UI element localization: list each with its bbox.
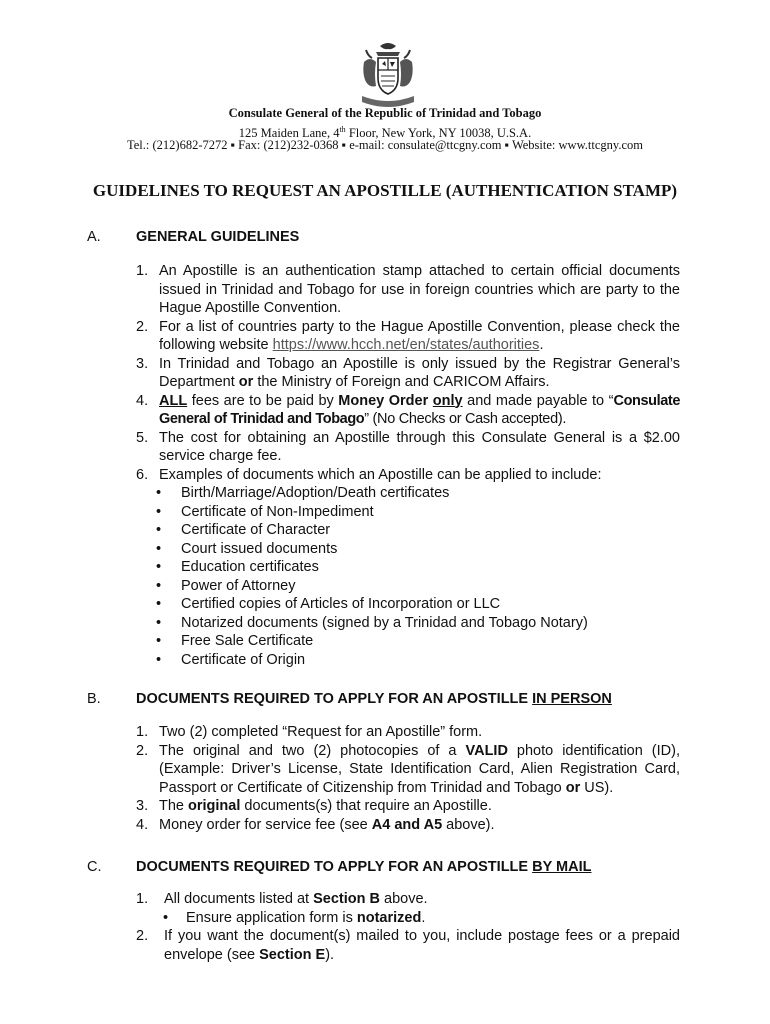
page-title: GUIDELINES TO REQUEST AN APOSTILLE (AUTHENTICATION STAMP) bbox=[92, 181, 678, 200]
section-b-title bbox=[136, 691, 612, 707]
list-item bbox=[136, 466, 680, 485]
item-valid: VALID bbox=[465, 742, 508, 759]
item-text: The original and two (2) photocopies of a bbox=[159, 742, 466, 759]
address-text-rest: Floor, New York, NY 10038, U.S.A. bbox=[345, 126, 532, 141]
example-text: Court issued documents bbox=[181, 540, 338, 557]
item-or: or bbox=[565, 779, 581, 796]
list-item bbox=[136, 816, 680, 835]
item-number: 2. bbox=[136, 742, 149, 759]
item-text-mid: and made payable to “ bbox=[462, 392, 614, 409]
address-superscript: th bbox=[339, 125, 346, 134]
item-text: An Apostille is an authentication stamp attached to certain official documents issued in Trinidad and Tobago for use in foreign countries which are party to the Hague Apostille Convention. bbox=[159, 263, 680, 316]
list-item bbox=[136, 355, 680, 392]
example-item bbox=[136, 651, 680, 670]
section-a-title: GENERAL GUIDELINES bbox=[136, 229, 300, 245]
section-c-letter: C. bbox=[87, 859, 102, 875]
item-ref: Section E bbox=[259, 946, 326, 963]
bullet-icon: • bbox=[156, 540, 162, 557]
example-text: Birth/Marriage/Adoption/Death certificates bbox=[181, 485, 450, 501]
bullet-icon: • bbox=[156, 559, 162, 575]
list-item bbox=[136, 318, 680, 355]
item-number: 4. bbox=[136, 816, 149, 833]
item-text-end: the Ministry of Foreign and CARICOM Affairs. bbox=[253, 374, 550, 390]
item-text-end: ). bbox=[325, 946, 335, 963]
item-number: 1. bbox=[136, 891, 149, 907]
example-item bbox=[136, 632, 680, 651]
item-number: 1. bbox=[136, 724, 149, 740]
address-text: 125 Maiden Lane, 4 bbox=[238, 126, 340, 141]
item-text-end: above. bbox=[379, 891, 428, 907]
bullet-icon: • bbox=[156, 503, 162, 520]
item-number: 3. bbox=[136, 798, 149, 814]
item-number: 2. bbox=[136, 318, 149, 335]
item-text: All documents listed at bbox=[164, 891, 314, 907]
example-item bbox=[136, 595, 680, 614]
bullet-icon: • bbox=[156, 577, 162, 594]
item-ref: Section B bbox=[313, 891, 380, 907]
item-only: only bbox=[432, 392, 463, 409]
item-money-order: Money Order bbox=[338, 392, 429, 409]
item-number: 2. bbox=[136, 928, 149, 944]
item-number: 3. bbox=[136, 355, 149, 372]
example-text: Free Sale Certificate bbox=[181, 633, 314, 649]
consulate-contact: Tel.: (212)682-7272 ▪ Fax: (212)232-0368 ▪ e-mail: consulate@ttcgny.com ▪ Website: www.ttcgny.com bbox=[127, 138, 643, 152]
example-item bbox=[136, 540, 680, 559]
item-text-end: . bbox=[539, 337, 544, 353]
item-text: The bbox=[159, 798, 189, 814]
example-text: Certificate of Character bbox=[181, 522, 331, 538]
item-all: ALL bbox=[159, 392, 188, 409]
consulate-name: Consulate General of the Republic of Trinidad and Tobago bbox=[228, 106, 542, 120]
bullet-icon: • bbox=[156, 522, 162, 538]
coat-of-arms-icon bbox=[356, 40, 420, 112]
item-bold: or bbox=[238, 374, 254, 390]
item-text-end: above). bbox=[442, 816, 495, 833]
example-item bbox=[136, 521, 680, 540]
section-b-list bbox=[136, 723, 680, 834]
sub-item-text: Ensure application form is bbox=[186, 909, 357, 926]
bullet-icon: • bbox=[156, 651, 162, 668]
list-item bbox=[136, 723, 680, 742]
item-number: 1. bbox=[136, 263, 149, 279]
bullet-icon: • bbox=[156, 614, 162, 631]
item-text-mid: photo identification (ID), (Example: Driver’s License, State Identification Card, Alien Registration Card, Passport or Certificate of Citizenship from Trinidad and Tobago bbox=[159, 742, 680, 796]
item-number: 6. bbox=[136, 466, 149, 483]
bullet-icon: • bbox=[163, 909, 169, 926]
example-text: Power of Attorney bbox=[181, 577, 296, 594]
example-item bbox=[136, 503, 680, 522]
section-c-title-text: DOCUMENTS REQUIRED TO APPLY FOR AN APOSTILLE bbox=[136, 859, 533, 875]
list-item bbox=[136, 890, 680, 909]
item-text-end: documents(s) that require an Apostille. bbox=[240, 798, 492, 814]
item-text: Two (2) completed “Request for an Apostille” form. bbox=[159, 724, 483, 740]
example-text: Certificate of Non-Impediment bbox=[181, 503, 374, 520]
section-c-title-underlined: BY MAIL bbox=[532, 859, 592, 875]
bullet-icon: • bbox=[156, 596, 162, 612]
list-item bbox=[136, 797, 680, 816]
example-text: Education certificates bbox=[181, 559, 319, 575]
list-item bbox=[136, 429, 680, 466]
sub-item bbox=[136, 909, 680, 928]
example-item bbox=[136, 558, 680, 577]
example-text: Notarized documents (signed by a Trinidad and Tobago Notary) bbox=[181, 614, 588, 631]
item-original: original bbox=[188, 798, 241, 814]
item-text-end: US). bbox=[580, 779, 614, 796]
bullet-icon: • bbox=[156, 633, 162, 649]
item-text: Money order for service fee (see bbox=[159, 816, 372, 833]
section-c-title bbox=[136, 859, 591, 875]
bullet-icon: • bbox=[156, 485, 162, 501]
section-b-title-underlined: IN PERSON bbox=[532, 691, 612, 707]
item-text: In Trinidad and Tobago an Apostille is only issued by the Registrar General’s Department bbox=[159, 355, 680, 390]
item-text: fees are to be paid by bbox=[187, 392, 339, 409]
example-item bbox=[136, 614, 680, 633]
example-text: Certificate of Origin bbox=[181, 651, 306, 668]
hcch-link[interactable]: https://www.hcch.net/en/states/authorities bbox=[272, 337, 540, 353]
section-a-list bbox=[136, 262, 680, 669]
list-item bbox=[136, 742, 680, 798]
item-text: Examples of documents which an Apostille can be applied to include: bbox=[159, 466, 602, 483]
sub-item-bold: notarized bbox=[356, 909, 422, 926]
section-b-letter: B. bbox=[87, 691, 101, 707]
list-item bbox=[136, 262, 680, 318]
list-item bbox=[136, 927, 680, 964]
item-text: If you want the document(s) mailed to you, include postage fees or a prepaid envelope (see bbox=[164, 928, 680, 963]
item-number: 4. bbox=[136, 392, 149, 409]
example-item bbox=[136, 484, 680, 503]
section-a-letter: A. bbox=[87, 229, 101, 245]
sub-item-text-end: . bbox=[421, 909, 426, 926]
section-b-title-text: DOCUMENTS REQUIRED TO APPLY FOR AN APOSTILLE bbox=[136, 691, 533, 707]
example-item bbox=[136, 577, 680, 596]
item-number: 5. bbox=[136, 429, 149, 446]
item-text: For a list of countries party to the Hague Apostille Convention, please check the following website bbox=[159, 318, 680, 353]
item-text-end: ” (No Checks or Cash accepted). bbox=[364, 411, 567, 427]
item-payee: Consulate General of Trinidad and Tobago bbox=[159, 392, 680, 427]
section-c-list bbox=[136, 890, 680, 964]
list-item bbox=[136, 392, 680, 429]
item-ref: A4 and A5 bbox=[371, 816, 443, 833]
example-text: Certified copies of Articles of Incorporation or LLC bbox=[181, 596, 501, 612]
item-text: The cost for obtaining an Apostille through this Consulate General is a $2.00 service charge fee. bbox=[159, 429, 680, 464]
